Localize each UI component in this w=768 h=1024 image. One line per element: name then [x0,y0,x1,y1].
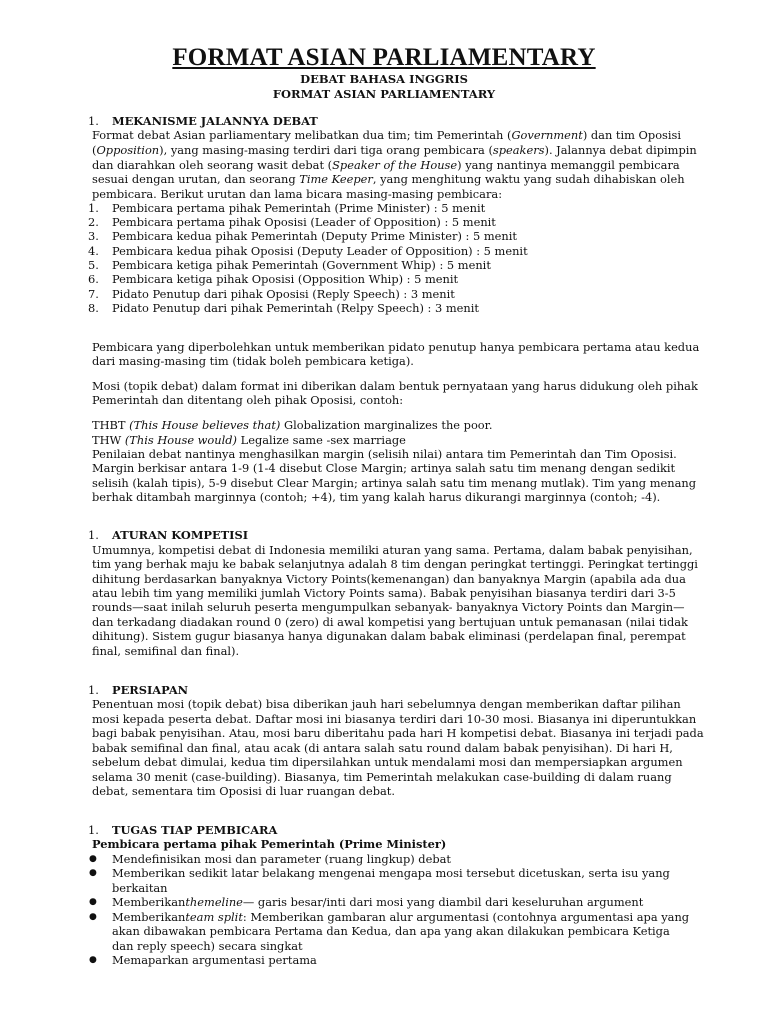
sub-heading: Pembicara pertama pihak Pemerintah (Prime Minister) [92,837,447,851]
subtitle-1: DEBAT BAHASA INGGRIS [300,72,468,86]
paragraph-line: rounds—saat inilah seluruh peserta mengumpulkan sebanyak- banyaknya Victory Points dan Margin— [92,600,685,614]
list-number: 5. [88,258,99,272]
paragraph-line: debat, sementara tim Oposisi di luar ruangan debat. [92,784,396,798]
paragraph-line: dihitung berdasarkan banyaknya Victory Points(kemenangan) dan banyaknya Margin (apabila ada dua [92,572,686,586]
bullet-item-continuation: dan reply speech) secara singkat [112,939,303,953]
motion-example-1: THBT (This House believes that) Globalization marginalizes the poor. [92,418,493,432]
bullet-item: Memberikanteam split: Memberikan gambaran alur argumentasi (contohnya argumentasi apa yang [112,910,690,924]
section-number: 1. [88,114,99,128]
list-number: 8. [88,301,99,315]
section-number: 1. [88,683,99,697]
section-number: 1. [88,823,99,837]
paragraph-line: babak semifinal dan final, atau acak (di antara salah satu round dalam babak penyisihan). Di hari H, [92,741,673,755]
paragraph-line: mosi kepada peserta debat. Daftar mosi ini biasanya terdiri dari 10-30 mosi. Biasanya ini diperuntukkan [92,712,697,726]
bullet-icon: ● [89,912,97,922]
list-item: Pembicara kedua pihak Pemerintah (Deputy Prime Minister) : 5 menit [112,229,517,243]
paragraph-line: (Opposition), yang masing-masing terdiri dari tiga orang pembicara (speakers). Jalannya debat dipimpin [92,143,697,157]
bullet-item-continuation: akan dibawakan pembicara Pertama dan Kedua, dan apa yang akan dilakukan pembicara Ketiga [112,924,670,938]
bullet-icon: ● [89,854,97,864]
list-number: 7. [88,287,99,301]
paragraph-line: dan diarahkan oleh seorang wasit debat (Speaker of the House) yang nantinya memanggil pembicara [92,158,680,172]
paragraph-line: Penentuan mosi (topik debat) bisa diberikan jauh hari sebelumnya dengan memberikan daftar pilihan [92,697,681,711]
paragraph-line: Margin berkisar antara 1-9 (1-4 disebut Close Margin; artinya salah satu tim menang dengan sedikit [92,461,676,475]
bullet-item: Memberikanthemeline— garis besar/inti dari mosi yang diambil dari keseluruhan argument [112,895,644,909]
list-number: 4. [88,244,99,258]
paragraph-line: sesuai dengan urutan, dan seorang Time Keeper, yang menghitung waktu yang sudah dihabiskan oleh [92,172,685,186]
section-heading: ATURAN KOMPETISI [112,528,249,542]
paragraph-line: berhak ditambah marginnya (contoh; +4), tim yang kalah harus dikurangi marginnya (contoh; -4). [92,490,661,504]
bullet-item: Memaparkan argumentasi pertama [112,953,317,967]
paragraph-line: Format debat Asian parliamentary melibatkan dua tim; tim Pemerintah (Government) dan tim Oposisi [92,128,682,142]
paragraph-line: sebelum debat dimulai, kedua tim dipersilahkan untuk mendalami mosi dan mempersiapkan argumen [92,755,683,769]
list-item: Pembicara kedua pihak Oposisi (Deputy Leader of Opposition) : 5 menit [112,244,528,258]
list-item: Pembicara pertama pihak Pemerintah (Prime Minister) : 5 menit [112,201,486,215]
paragraph-line: Pembicara yang diperbolehkan untuk memberikan pidato penutup hanya pembicara pertama atau kedua [92,340,700,354]
paragraph-line: Umumnya, kompetisi debat di Indonesia memiliki aturan yang sama. Pertama, dalam babak penyisihan, [92,543,693,557]
paragraph-line: Penilaian debat nantinya menghasilkan margin (selisih nilai) antara tim Pemerintah dan Tim Oposisi. [92,447,677,461]
list-item: Pembicara pertama pihak Oposisi (Leader of Opposition) : 5 menit [112,215,496,229]
list-item: Pembicara ketiga pihak Pemerintah (Government Whip) : 5 menit [112,258,491,272]
paragraph-line: dari masing-masing tim (tidak boleh pembicara ketiga). [92,354,414,368]
list-item: Pidato Penutup dari pihak Oposisi (Reply Speech) : 3 menit [112,287,455,301]
bullet-item-continuation: berkaitan [112,881,168,895]
list-number: 3. [88,229,99,243]
paragraph-line: selisih (kalah tipis), 5-9 disebut Clear Margin; artinya salah satu tim menang mutlak). Tim yang menang [92,476,696,490]
subtitle-2: FORMAT ASIAN PARLIAMENTARY [272,87,496,101]
paragraph-line: dihitung). Sistem gugur biasanya hanya digunakan dalam babak eliminasi (perdelapan final, perempat [92,629,686,643]
list-number: 2. [88,215,99,229]
list-number: 6. [88,272,99,286]
bullet-icon: ● [89,897,97,907]
section-heading: PERSIAPAN [112,683,189,697]
list-item: Pidato Penutup dari pihak Pemerintah (Relpy Speech) : 3 menit [112,301,479,315]
paragraph-line: selama 30 menit (case-building). Biasanya, tim Pemerintah melakukan case-building di dalam ruang [92,770,672,784]
paragraph-line: Mosi (topik debat) dalam format ini diberikan dalam bentuk pernyataan yang harus didukung oleh pihak [92,379,698,393]
paragraph-line: pembicara. Berikut urutan dan lama bicara masing-masing pembicara: [92,187,503,201]
list-item: Pembicara ketiga pihak Oposisi (Opposition Whip) : 5 menit [112,272,459,286]
bullet-item: Mendefinisikan mosi dan parameter (ruang lingkup) debat [112,852,452,866]
bullet-icon: ● [89,955,97,965]
bullet-item: Memberikan sedikit latar belakang mengenai mengapa mosi tersebut dicetuskan, serta isu yang [112,866,670,880]
section-heading: TUGAS TIAP PEMBICARA [112,823,278,837]
paragraph-line: Pemerintah dan ditentang oleh pihak Oposisi, contoh: [92,393,404,407]
section-number: 1. [88,528,99,542]
section-heading: MEKANISME JALANNYA DEBAT [112,114,318,128]
page-title: FORMAT ASIAN PARLIAMENTARY [172,44,596,71]
motion-example-2: THW (This House would) Legalize same -sex marriage [92,433,406,447]
paragraph-line: tim yang berhak maju ke babak selanjutnya adalah 8 tim dengan peringkat tertinggi. Peringkat tertinggi [92,557,698,571]
paragraph-line: final, semifinal dan final). [92,644,240,658]
paragraph-line: dan terkadang diadakan round 0 (zero) di awal kompetisi yang bertujuan untuk pemanasan (nilai tidak [92,615,688,629]
bullet-icon: ● [89,868,97,878]
paragraph-line: atau lebih tim yang memiliki jumlah Victory Points sama). Babak penyisihan biasanya terdiri dari 3-5 [92,586,676,600]
paragraph-line: bagi babak penyisihan. Atau, mosi baru diberitahu pada hari H kompetisi debat. Biasanya ini terjadi pada [92,726,704,740]
list-number: 1. [88,201,99,215]
